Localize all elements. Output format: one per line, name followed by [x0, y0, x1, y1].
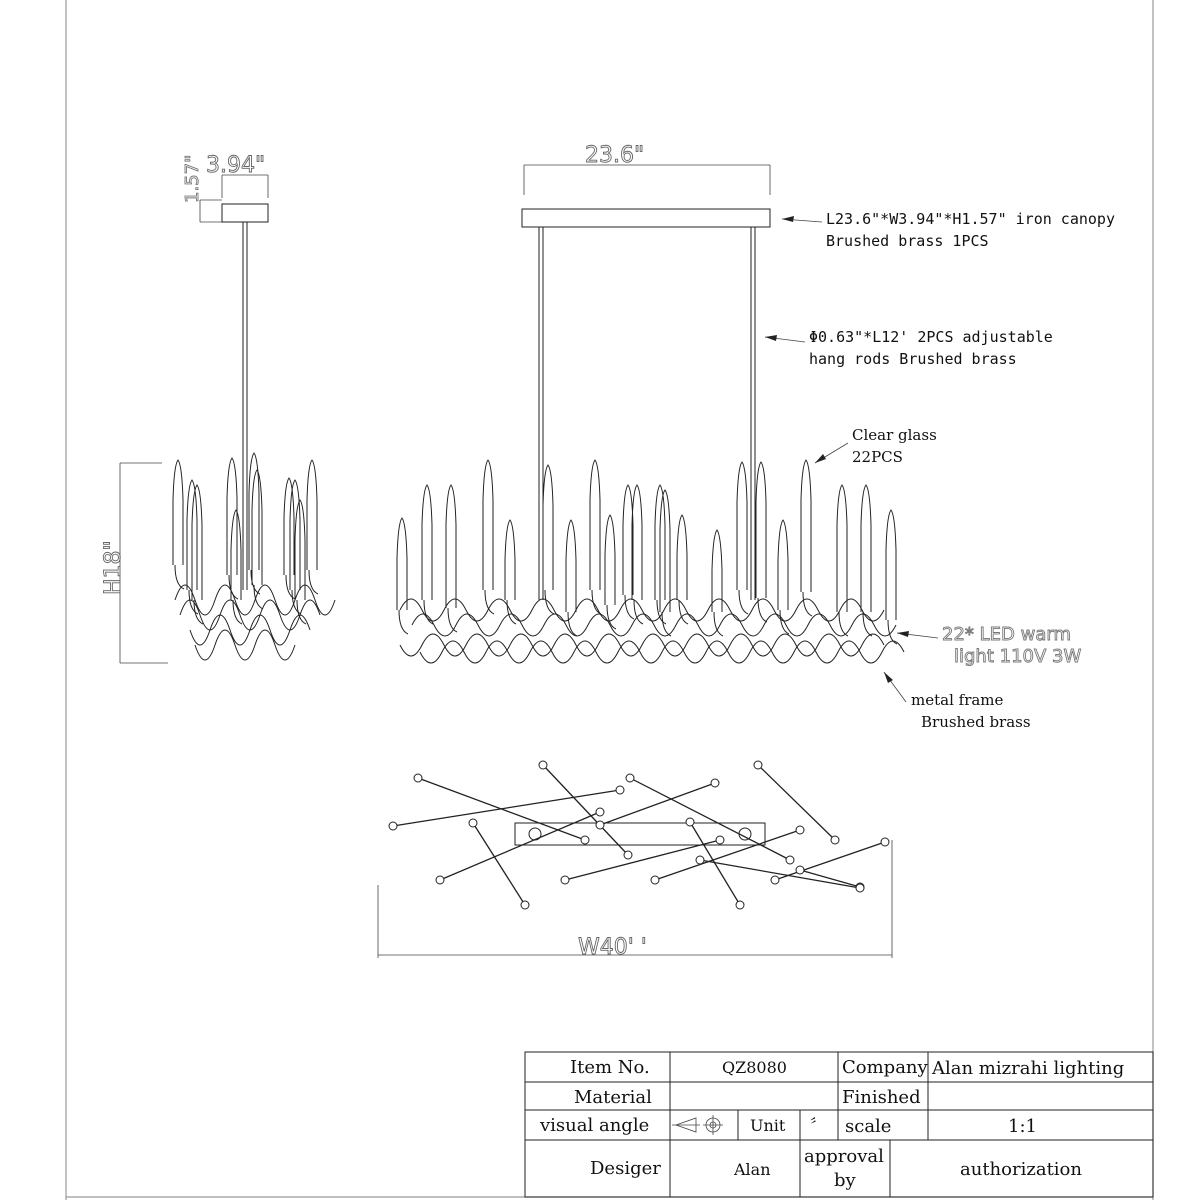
front-glass-tube-5 — [505, 520, 515, 600]
top-arm-10-end-2 — [796, 826, 804, 834]
top-arm-3 — [473, 823, 525, 905]
callout-canopy-line2: Brushed brass 1PCS — [826, 232, 989, 250]
callout-frame-line1: metal frame — [911, 691, 1004, 709]
front-glass-tube-19 — [801, 460, 811, 592]
front-glass-tube-22 — [886, 510, 896, 620]
front-glass-tube-4 — [483, 460, 493, 590]
scale-value: 1:1 — [1008, 1116, 1037, 1137]
top-arm-4-end-1 — [436, 876, 444, 884]
front-glass-tube-17 — [756, 462, 766, 598]
top-view — [378, 761, 892, 960]
front-glass-tube-6-stem — [545, 590, 554, 614]
front-glass-tube-2 — [422, 485, 432, 600]
finished-label: Finished — [842, 1087, 921, 1108]
top-arm-3-end-1 — [469, 819, 477, 827]
top-arm-9-end-1 — [686, 818, 694, 826]
top-arm-7-end-1 — [596, 821, 604, 829]
unit-value: 〞 — [810, 1116, 827, 1135]
front-glass-tube-21 — [861, 485, 871, 612]
side-glass-tube-8 — [284, 478, 294, 575]
front-glass-tube-8 — [590, 460, 600, 590]
top-arm-7-end-2 — [711, 779, 719, 787]
top-arm-3-end-2 — [521, 901, 529, 909]
callout-canopy-line1: L23.6"*W3.94"*H1.57" iron canopy — [826, 210, 1115, 228]
top-arm-8-end-1 — [626, 774, 634, 782]
top-arm-13-end-1 — [796, 866, 804, 874]
front-glass-tube-1 — [397, 518, 407, 610]
front-view — [397, 143, 1115, 731]
designer-label: Desiger — [590, 1158, 661, 1179]
front-glass-tube-9-stem — [607, 605, 616, 629]
front-glass-tube-13-stem — [662, 612, 671, 636]
company-label: Company — [842, 1057, 928, 1078]
top-arm-2-end-1 — [414, 774, 422, 782]
top-arm-11-end-1 — [754, 761, 762, 769]
top-arm-5-end-2 — [624, 851, 632, 859]
side-glass-tube-7 — [252, 470, 262, 585]
item-no-label: Item No. — [570, 1057, 650, 1078]
top-arm-12-end-2 — [881, 838, 889, 846]
front-glass-tube-16 — [737, 462, 747, 590]
approval-label-line2: by — [834, 1170, 856, 1191]
frame-wave-2 — [412, 614, 896, 636]
front-glass-tube-19-stem — [803, 592, 812, 616]
top-arm-1-end-2 — [616, 786, 624, 794]
canopy-length-dim: 23.6" — [585, 143, 645, 168]
callout-glass-line1: Clear glass — [852, 426, 937, 444]
side-glass-tube-7-stem — [254, 585, 263, 609]
projection-symbol-icon — [672, 1115, 723, 1135]
front-glass-tube-22-stem — [888, 620, 897, 644]
front-glass-tube-17-stem — [758, 598, 767, 622]
front-glass-tube-9 — [605, 515, 615, 605]
top-view-arms — [389, 761, 889, 909]
scale-label: scale — [845, 1116, 892, 1137]
top-arm-6-end-1 — [561, 876, 569, 884]
top-arm-8 — [630, 778, 790, 860]
top-arm-9-end-2 — [736, 901, 744, 909]
approval-label-line1: approval — [804, 1146, 884, 1167]
callout-led-line1: 22* LED warm — [942, 624, 1071, 645]
front-glass-tube-20 — [837, 485, 847, 612]
front-metal-frame — [400, 599, 904, 663]
material-label: Material — [574, 1087, 652, 1108]
callout-frame-line2: Brushed brass — [921, 713, 1031, 731]
top-arm-14-end-1 — [696, 856, 704, 864]
top-arm-10 — [655, 830, 800, 880]
side-view — [101, 153, 335, 663]
side-glass-tube-11 — [307, 460, 317, 570]
callout-led-line2: light 110V 3W — [954, 646, 1082, 667]
top-width-dim: W40' ' — [578, 935, 647, 960]
front-glass-tube-16-stem — [739, 590, 748, 614]
side-glass-tube-1 — [173, 460, 183, 565]
company-value: Alan mizrahi lighting — [932, 1058, 1125, 1079]
top-arm-1-end-1 — [389, 822, 397, 830]
front-glass-tube-1-stem — [399, 610, 408, 634]
front-canopy — [522, 209, 770, 227]
item-no-value: QZ8080 — [722, 1058, 787, 1077]
callout-rods-line1: Φ0.63"*L12' 2PCS adjustable — [809, 328, 1053, 346]
top-arm-8-end-2 — [786, 856, 794, 864]
top-arm-1 — [393, 790, 620, 826]
top-arm-2-end-2 — [581, 836, 589, 844]
top-arm-4-end-2 — [596, 808, 604, 816]
title-block — [525, 1052, 1153, 1197]
side-width-dim: 3.94" — [206, 153, 266, 178]
front-glass-tube-10-stem — [625, 595, 634, 619]
front-glass-tube-3-stem — [448, 608, 457, 632]
side-height-dim: 1.57" — [182, 154, 203, 203]
top-arm-10-end-1 — [651, 876, 659, 884]
front-glass-tube-7 — [566, 520, 576, 612]
side-glass-tube-9-stem — [292, 590, 301, 614]
callout-rods-line2: hang rods Brushed brass — [809, 350, 1017, 368]
front-glass-tube-3 — [446, 485, 456, 608]
top-arm-2 — [418, 778, 585, 840]
top-arm-6-end-2 — [716, 836, 724, 844]
top-arm-12-end-1 — [771, 876, 779, 884]
designer-value: Alan — [734, 1160, 771, 1179]
side-glass-tube-5 — [231, 510, 241, 600]
callout-glass-line2: 22PCS — [852, 448, 903, 466]
side-glass-tube-4 — [227, 458, 237, 575]
top-arm-5-end-1 — [539, 761, 547, 769]
frame-wave-1 — [400, 599, 884, 621]
top-arm-14-end-2 — [856, 884, 864, 892]
front-glass-tube-14 — [677, 515, 687, 600]
front-glass-tube-18 — [778, 520, 788, 610]
side-glass-tube-11-stem — [309, 570, 318, 594]
visual-angle-label: visual angle — [540, 1115, 650, 1136]
front-glass-tube-6 — [543, 465, 553, 590]
authorization-label: authorization — [960, 1159, 1082, 1180]
unit-label: Unit — [750, 1116, 786, 1135]
top-arm-14 — [700, 860, 860, 888]
top-arm-11-end-2 — [831, 836, 839, 844]
side-canopy — [222, 204, 268, 222]
side-overall-height-dim: H18" — [101, 540, 126, 595]
top-arm-4 — [440, 812, 600, 880]
